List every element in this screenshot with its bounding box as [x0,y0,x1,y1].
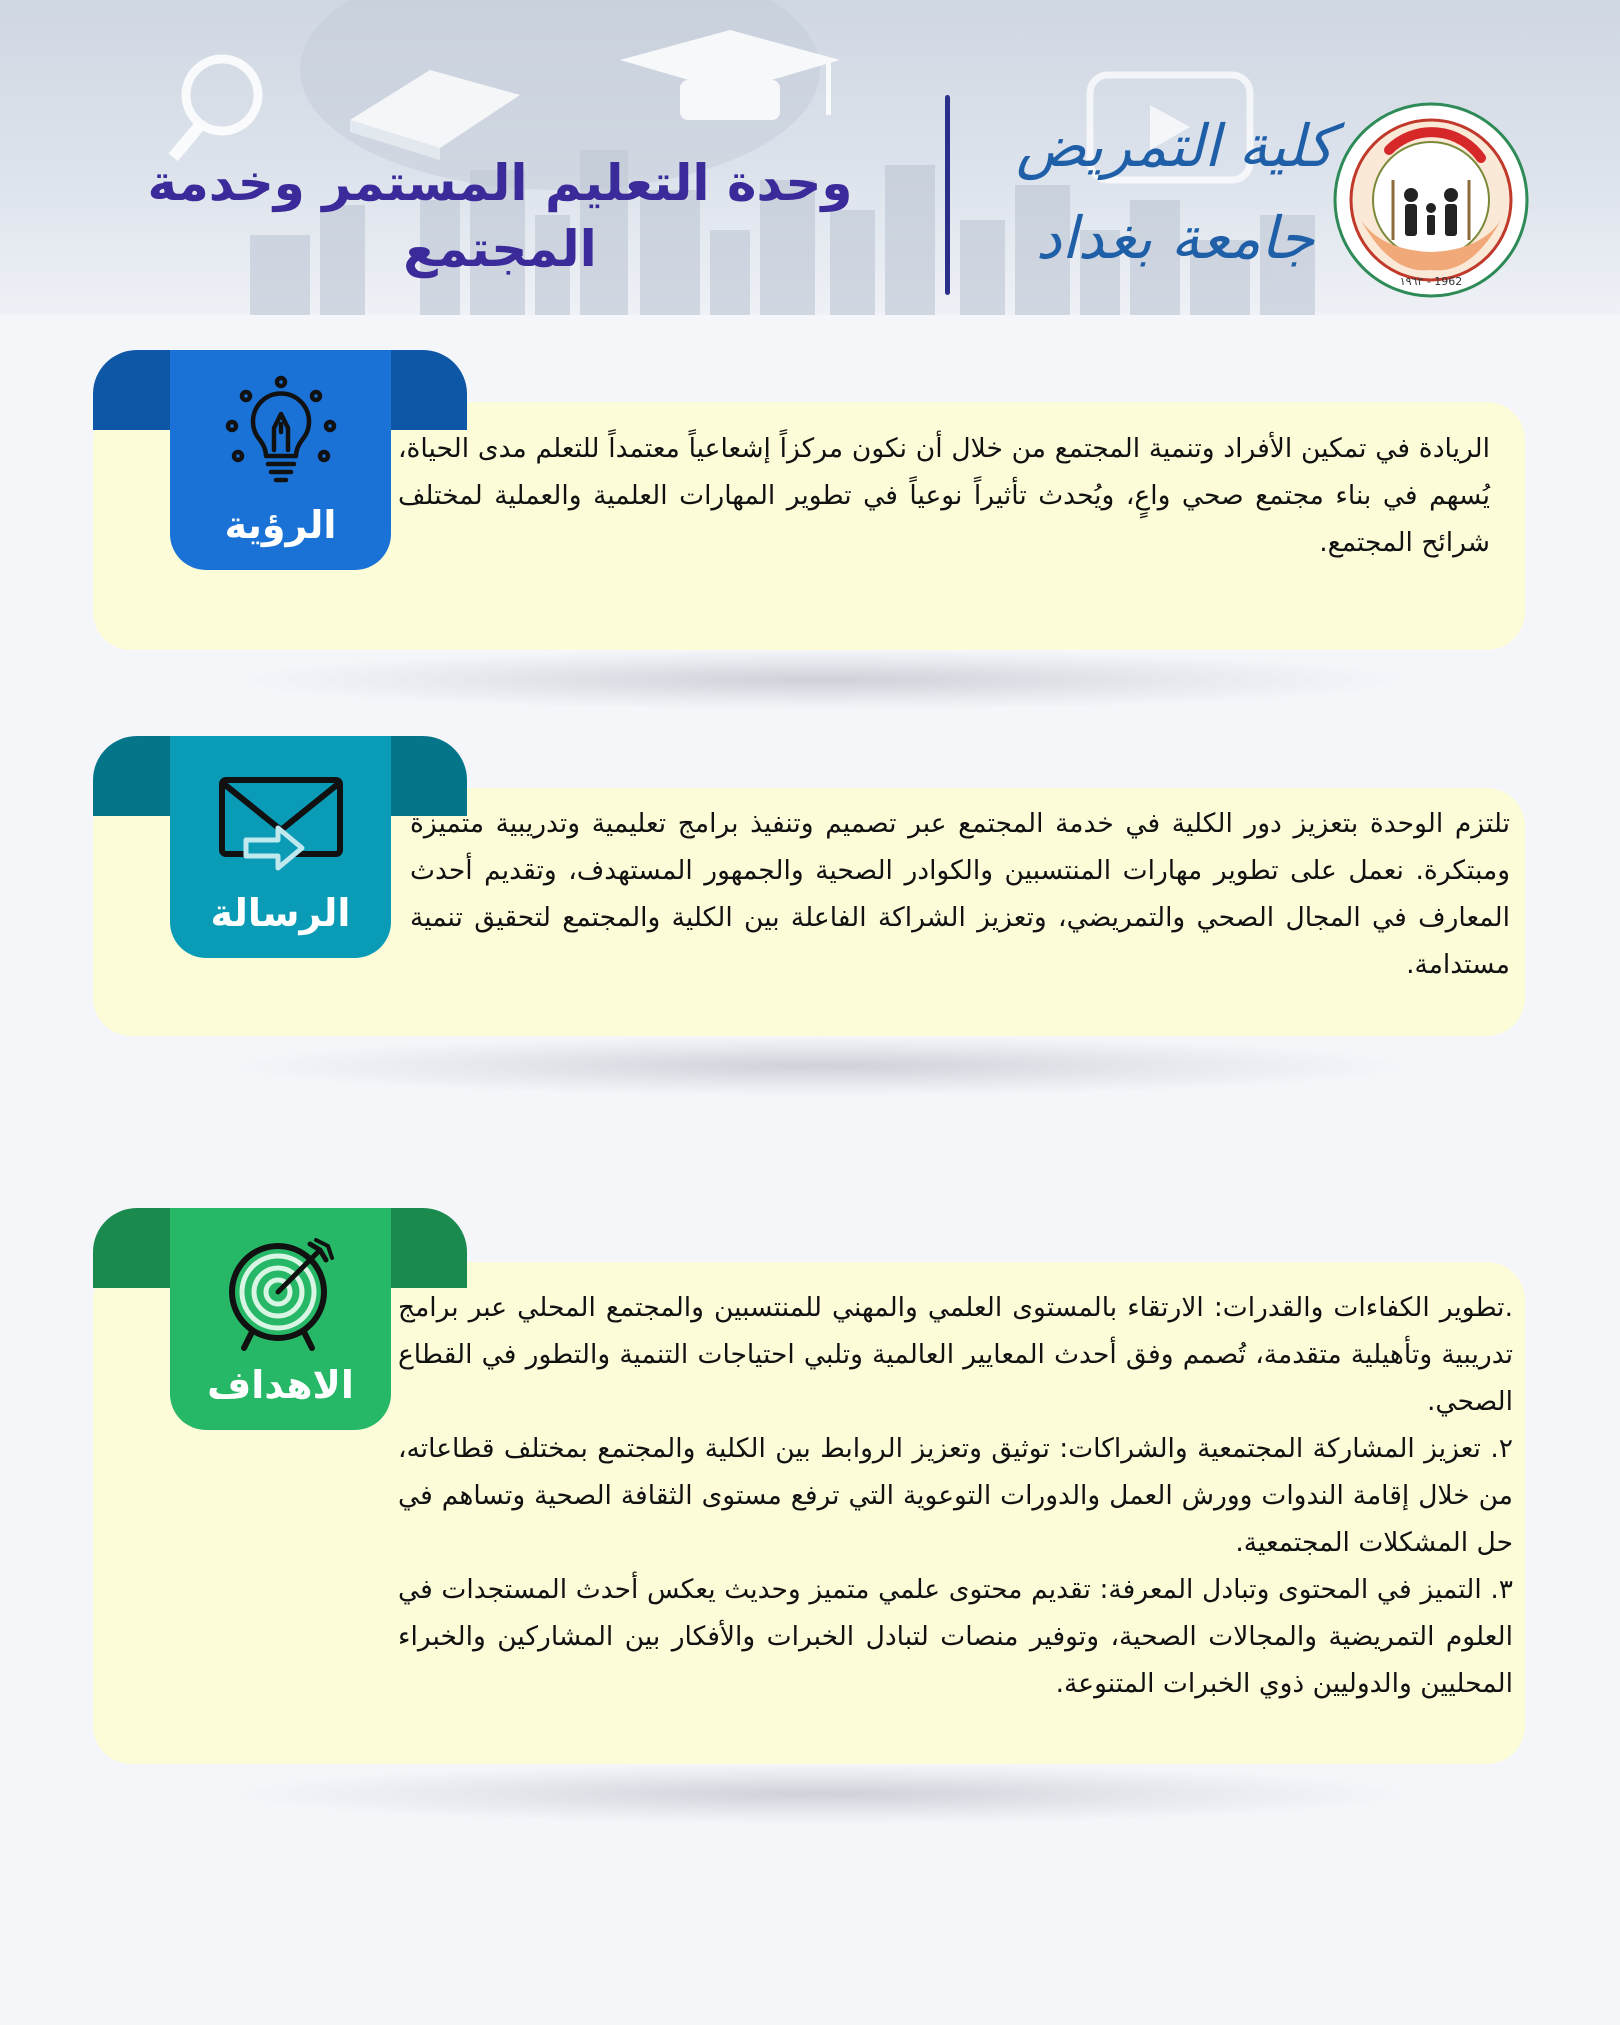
goals-card-shadow [240,1764,1400,1824]
college-name-line2: جامعة بغداد [1035,204,1315,272]
mission-card-shadow [240,1036,1400,1096]
vision-label: الرؤية [224,503,337,547]
page-title-line1: وحدة التعليم المستمر وخدمة [147,154,853,212]
college-seal-icon [1331,100,1531,300]
college-name-line1: كلية التمريض [1016,112,1334,180]
vision-card-shadow [240,650,1400,710]
college-name [990,100,1360,284]
goals-label: الاهداف [207,1363,354,1407]
target-arrow-icon [216,1226,346,1356]
university-logo [1331,100,1531,300]
envelope-arrow-icon [216,754,346,884]
goals-badge [170,1208,391,1430]
vision-badge [170,350,391,570]
goal-item-3: ٣. التميز في المحتوى وتبادل المعرفة: تقديم محتوى علمي متميز وحديث يعكس أحدث المستجدات في العلوم التمريضية والمجالات الصحية، وتوفير منصات لتبادل الخبرات والأفكار بين المشاركين والخبراء المحليين والدوليين ذوي الخبرات المتنوعة. [398,1574,1513,1699]
goals-list [398,1284,1513,1707]
mission-badge [170,736,391,958]
vision-text: الريادة في تمكين الأفراد وتنمية المجتمع من خلال أن نكون مركزاً إشعاعياً معتمداً للتعلم مدى الحياة، يُسهم في بناء مجتمع صحي واعٍ، ويُحدث تأثيراً نوعياً في تطوير المهارات العلمية والعملية لمختلف شرائح المجتمع. [398,433,1490,558]
page-title-line2: المجتمع [403,220,597,278]
page-title [120,150,880,282]
lightbulb-pen-icon [216,368,346,498]
mission-label: الرسالة [210,891,351,935]
header-banner [0,0,1620,315]
goal-item-1: .تطوير الكفاءات والقدرات: الارتقاء بالمستوى العلمي والمهني للمنتسبين والمجتمع المحلي عبر برامج تدريبية وتأهيلية متقدمة، تُصمم وفق أحدث المعايير العالمية وتلبي احتياجات التنمية والتطور في القطاع الصحي. [398,1292,1513,1417]
header-divider [945,95,950,295]
mission-text: تلتزم الوحدة بتعزيز دور الكلية في خدمة المجتمع عبر تصميم وتنفيذ برامج تعليمية وتدريبية متميزة ومبتكرة. نعمل على تطوير مهارات المنتسبين والكوادر الصحية والجمهور المستهدف، وتقديم أحدث المعارف في المجال الصحي والتمريضي، وتعزيز الشراكة الفاعلة بين الكلية والمجتمع لتحقيق تنمية مستدامة. [410,808,1510,980]
goal-item-2: ٢. تعزيز المشاركة المجتمعية والشراكات: توثيق وتعزيز الروابط بين الكلية والمجتمع بمختلف قطاعاته، من خلال إقامة الندوات وورش العمل والدورات التوعوية التي ترفع مستوى الثقافة الصحية وتساهم في حل المشكلات المجتمعية. [398,1433,1513,1558]
logo-year: 1962 - ١٩٦٢ [1399,275,1463,288]
